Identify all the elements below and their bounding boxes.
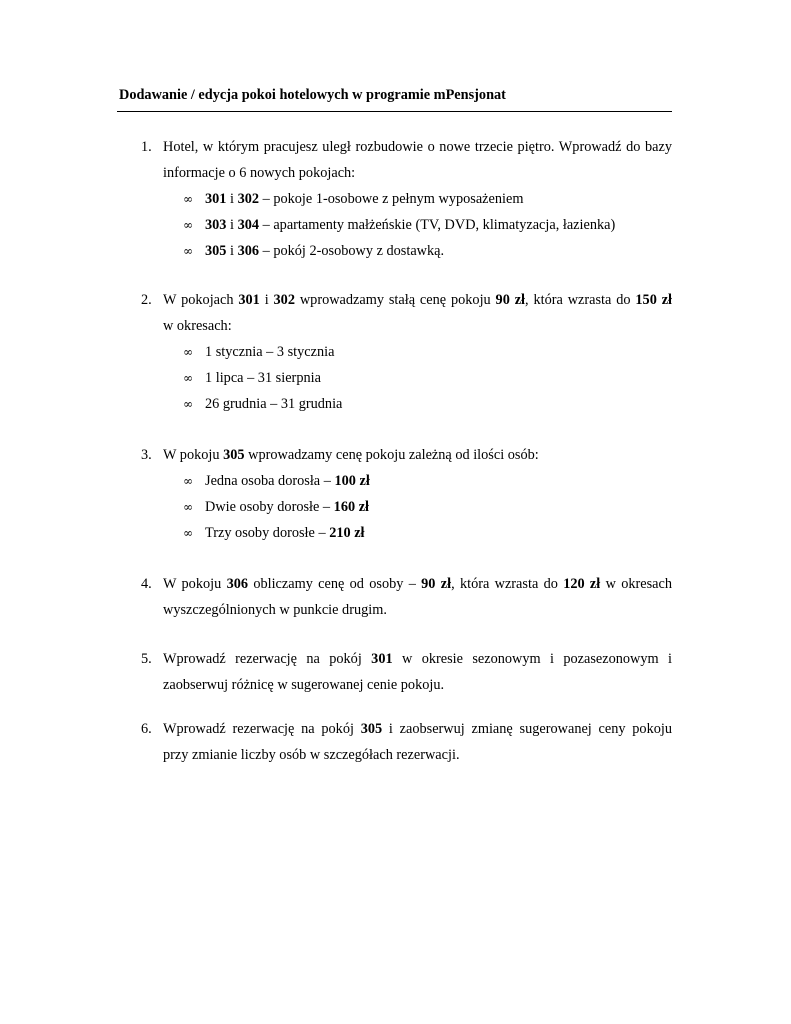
bullet-item — [163, 494, 672, 520]
room-number: 306 — [237, 243, 260, 259]
infinity-bullet-icon: ∞ — [183, 500, 193, 514]
text-run: i — [259, 292, 274, 308]
bullet-text: – pokoje 1-osobowe z pełnym wyposażeniem — [259, 191, 524, 207]
text-run: wprowadzamy stałą cenę pokoju — [294, 292, 496, 308]
period-list — [163, 339, 672, 417]
room-list — [163, 186, 672, 264]
list-item-6 — [141, 716, 672, 768]
bullet-text: 1 lipca – 31 sierpnia — [205, 370, 321, 386]
infinity-bullet-icon: ∞ — [183, 192, 193, 206]
price: 90 zł — [421, 576, 452, 592]
item-text-line — [163, 646, 672, 672]
room-number: 305 — [360, 721, 383, 737]
title-underline — [117, 111, 672, 112]
text-run: , która wzrasta do — [451, 576, 564, 592]
bullet-item — [163, 468, 672, 494]
bullet-item — [163, 212, 672, 238]
bullet-text: Trzy osoby dorosłe – — [205, 525, 330, 541]
price: 120 zł — [563, 576, 601, 592]
infinity-bullet-icon: ∞ — [183, 397, 193, 411]
item-text-line — [163, 571, 672, 597]
infinity-bullet-icon: ∞ — [183, 345, 193, 359]
bullet-item — [163, 520, 672, 546]
price: 100 zł — [334, 473, 370, 489]
text-run: W pokoju — [163, 447, 224, 463]
text-run: , która wzrasta do — [525, 292, 636, 308]
item-text-line — [163, 716, 672, 742]
text-run: w okresie sezonowym i pozasezonowym i — [392, 651, 673, 667]
infinity-bullet-icon: ∞ — [183, 244, 193, 258]
room-number: 305 — [223, 447, 245, 463]
bullet-text: i — [226, 191, 238, 207]
infinity-bullet-icon: ∞ — [183, 371, 193, 385]
list-item-1 — [141, 134, 672, 264]
item-text-line — [163, 287, 672, 313]
room-number: 304 — [237, 217, 260, 233]
item-number: 1. — [141, 139, 152, 155]
bullet-item — [163, 238, 672, 264]
text-run: wprowadzamy cenę pokoju zależną od ilości osób: — [244, 447, 539, 463]
bullet-text: 1 stycznia – 3 stycznia — [205, 344, 335, 360]
item-text-line: informacje o 6 nowych pokojach: — [163, 165, 356, 181]
text-run: i zaobserwuj zmianę sugerowanej ceny pokoju — [382, 721, 672, 737]
text-run: W pokoju — [163, 576, 227, 592]
bullet-text: Dwie osoby dorosłe – — [205, 499, 334, 515]
bullet-text: i — [226, 217, 238, 233]
list-item-3 — [141, 442, 672, 546]
bullet-text: 26 grudnia – 31 grudnia — [205, 396, 343, 412]
room-number: 302 — [237, 191, 260, 207]
price: 160 zł — [333, 499, 370, 515]
item-number: 6. — [141, 721, 152, 737]
room-number: 301 — [205, 191, 227, 207]
item-text-line — [163, 442, 672, 468]
room-number: 305 — [205, 243, 227, 259]
price: 210 zł — [329, 525, 365, 541]
list-item-4 — [141, 571, 672, 623]
list-item-2 — [141, 287, 672, 417]
bullet-text: Jedna osoba dorosła – — [205, 473, 335, 489]
room-number: 301 — [371, 651, 393, 667]
bullet-item — [163, 186, 672, 212]
item-text-line: przy zmianie liczby osób w szczegółach rezerwacji. — [163, 747, 460, 763]
infinity-bullet-icon: ∞ — [183, 474, 193, 488]
text-run: W pokojach — [163, 292, 239, 308]
bullet-item — [163, 391, 672, 417]
room-number: 306 — [226, 576, 249, 592]
room-number: 301 — [238, 292, 260, 308]
item-text-line: Hotel, w którym pracujesz uległ rozbudowie o nowe trzecie piętro. Wprowadź do bazy — [163, 139, 672, 155]
item-number: 5. — [141, 651, 152, 667]
price: 150 zł — [635, 292, 673, 308]
document-title: Dodawanie / edycja pokoi hotelowych w programie mPensjonat — [119, 87, 506, 103]
room-number: 303 — [205, 217, 227, 233]
item-text-line: zaobserwuj różnicę w sugerowanej cenie pokoju. — [163, 677, 445, 693]
list-item-5 — [141, 646, 672, 698]
item-number: 3. — [141, 447, 152, 463]
price-list — [163, 468, 672, 546]
room-number: 302 — [273, 292, 295, 308]
text-run: Wprowadź rezerwację na pokój — [163, 721, 361, 737]
bullet-text: – apartamenty małżeńskie (TV, DVD, klimatyzacja, łazienka) — [259, 217, 616, 233]
bullet-item — [163, 365, 672, 391]
text-run: w okresach — [600, 576, 672, 592]
item-number: 4. — [141, 576, 152, 592]
bullet-text: i — [226, 243, 238, 259]
item-number: 2. — [141, 292, 152, 308]
bullet-text: – pokój 2-osobowy z dostawką. — [259, 243, 445, 259]
bullet-item — [163, 339, 672, 365]
text-run: Wprowadź rezerwację na pokój — [163, 651, 372, 667]
item-text-line: w okresach: — [163, 318, 232, 334]
infinity-bullet-icon: ∞ — [183, 526, 193, 540]
text-run: obliczamy cenę od osoby – — [248, 576, 422, 592]
price: 90 zł — [495, 292, 526, 308]
item-text-line: wyszczególnionych w punkcie drugim. — [163, 602, 387, 618]
infinity-bullet-icon: ∞ — [183, 218, 193, 232]
